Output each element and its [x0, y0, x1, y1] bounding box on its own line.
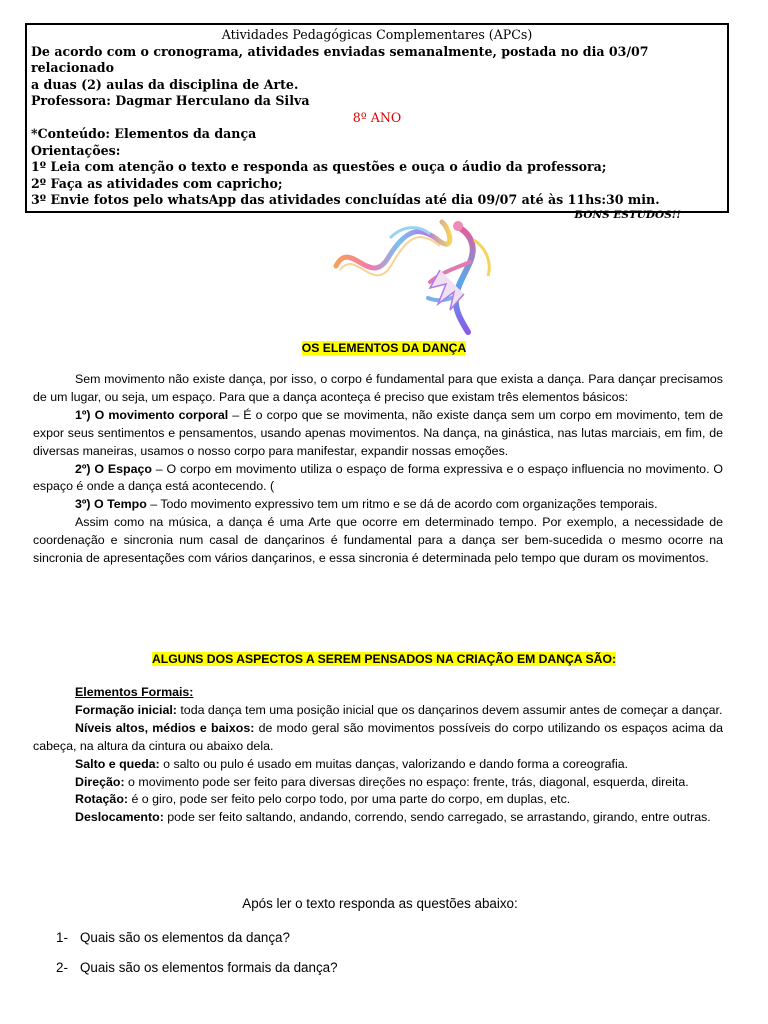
- formal-item-text: de modo geral são movimentos possíveis do corpo utilizando os espaços acima da cabeça, na altura da cintura ou abaixo dela.: [33, 720, 724, 753]
- header-step3: 3º Envie fotos pelo whatsApp das atividades concluídas até dia 09/07 até às 11hs:30 min.: [31, 192, 660, 207]
- header-closing: BONS ESTUDOS!!: [574, 208, 681, 221]
- formal-item-text: o movimento pode ser feito para diversas direções no espaço: frente, trás, diagonal, esquerda, direita.: [124, 774, 689, 789]
- header-content: *Conteúdo: Elementos da dança: [31, 126, 257, 141]
- question-2: [56, 960, 338, 975]
- formal-item: [33, 756, 723, 774]
- section1-heading: [0, 341, 768, 355]
- section2-subheading-text: Elementos Formais:: [75, 685, 194, 699]
- formal-item: [33, 720, 723, 756]
- formal-item-label: Níveis altos, médios e baixos:: [75, 720, 255, 735]
- header-line1: De acordo com o cronograma, atividades enviadas semanalmente, postada no dia 03/07 relacionado: [31, 43, 649, 75]
- item2-label: 2º) O Espaço: [75, 461, 152, 476]
- formal-item: [33, 774, 723, 792]
- header-teacher: Professora: Dagmar Herculano da Silva: [31, 93, 310, 108]
- formal-item: [33, 791, 723, 809]
- section1-item2: [33, 461, 723, 497]
- section1-item1: [33, 407, 723, 461]
- formal-item-label: Formação inicial:: [75, 702, 177, 717]
- header-grade: 8º ANO: [352, 109, 402, 125]
- question-text: Quais são os elementos da dança?: [80, 930, 290, 945]
- question-number: 2-: [56, 960, 68, 975]
- questions-intro: Após ler o texto responda as questões abaixo:: [242, 896, 518, 911]
- item2-text: – O corpo em movimento utiliza o espaço de forma expressiva e o espaço influencia no movimento. O espaço é onde a dança está acontecendo. (: [33, 461, 723, 494]
- section1-body: [33, 371, 723, 568]
- item1-label: 1º) O movimento corporal: [75, 407, 229, 422]
- section2-heading: [0, 652, 768, 666]
- section1-intro: Sem movimento não existe dança, por isso, o corpo é fundamental para que exista a dança. Para dançar precisamos de um lugar, ou seja, um espaço. Para que a dança aconteça é preciso que existam três elementos básicos:: [33, 372, 723, 404]
- header-title: Atividades Pedagógicas Complementares (APCs): [221, 27, 533, 42]
- item3-text: – Todo movimento expressivo tem um ritmo e se dá de acordo com organizações temporais.: [146, 497, 658, 512]
- dancer-illustration: [330, 218, 498, 336]
- formal-item-label: Direção:: [75, 774, 125, 789]
- header-line2: a duas (2) aulas da disciplina de Arte.: [31, 76, 299, 92]
- formal-item-text: o salto ou pulo é usado em muitas danças, valorizando e dando forma a coreografia.: [159, 756, 629, 771]
- section1-item3: [33, 496, 723, 514]
- question-1: [56, 930, 290, 945]
- formal-item-text: é o giro, pode ser feito pelo corpo todo, por uma parte do corpo, em duplas, etc.: [128, 792, 571, 807]
- header-step1: 1º Leia com atenção o texto e responda as questões e ouça o áudio da professora;: [31, 159, 607, 174]
- header-orientations: Orientações:: [31, 142, 121, 158]
- formal-item-label: Salto e queda:: [75, 756, 160, 771]
- formal-item-label: Rotação:: [75, 792, 129, 807]
- formal-item-text: toda dança tem uma posição inicial que os dançarinos devem assumir antes de começar a dançar.: [176, 702, 723, 717]
- item1-text: – É o corpo que se movimenta, não existe dança sem um corpo em movimento, tem de expor seus sentimentos e pensamentos, usando apenas movimentos. Na dança, na ginástica, nas lutas marciais, em fim, de diversas maneiras, usamos o nosso corpo para manifestar, expandir nossas emoções.: [33, 407, 723, 458]
- question-text: Quais são os elementos formais da dança?: [80, 960, 338, 975]
- formal-item: [33, 809, 723, 827]
- formal-item-text: pode ser feito saltando, andando, correndo, sendo carregado, se arrastando, girando, entre outras.: [163, 810, 711, 825]
- section1-closing: Assim como na música, a dança é uma Arte que ocorre em determinado tempo. Por exemplo, a necessidade de coordenação e sincronia num casal de dançarinos é fundamental para a dança ser bem-sucedida o mesmo ocorre na sincronia de apresentações com vários dançarinos, e essa sincronia é determinada pelo tempo que duram os movimentos.: [33, 515, 723, 566]
- section2-subheading: [33, 684, 723, 702]
- header-box: [25, 23, 729, 221]
- header-step2: 2º Faça as atividades com capricho;: [31, 175, 283, 191]
- section2-body: [33, 684, 723, 827]
- section2-heading-text: ALGUNS DOS ASPECTOS A SEREM PENSADOS NA CRIAÇÃO EM DANÇA SÃO:: [151, 652, 617, 666]
- formal-item-label: Deslocamento:: [75, 810, 164, 825]
- question-number: 1-: [56, 930, 68, 945]
- section1-heading-text: OS ELEMENTOS DA DANÇA: [301, 341, 467, 355]
- formal-item: [33, 702, 723, 720]
- item3-label: 3º) O Tempo: [75, 497, 147, 512]
